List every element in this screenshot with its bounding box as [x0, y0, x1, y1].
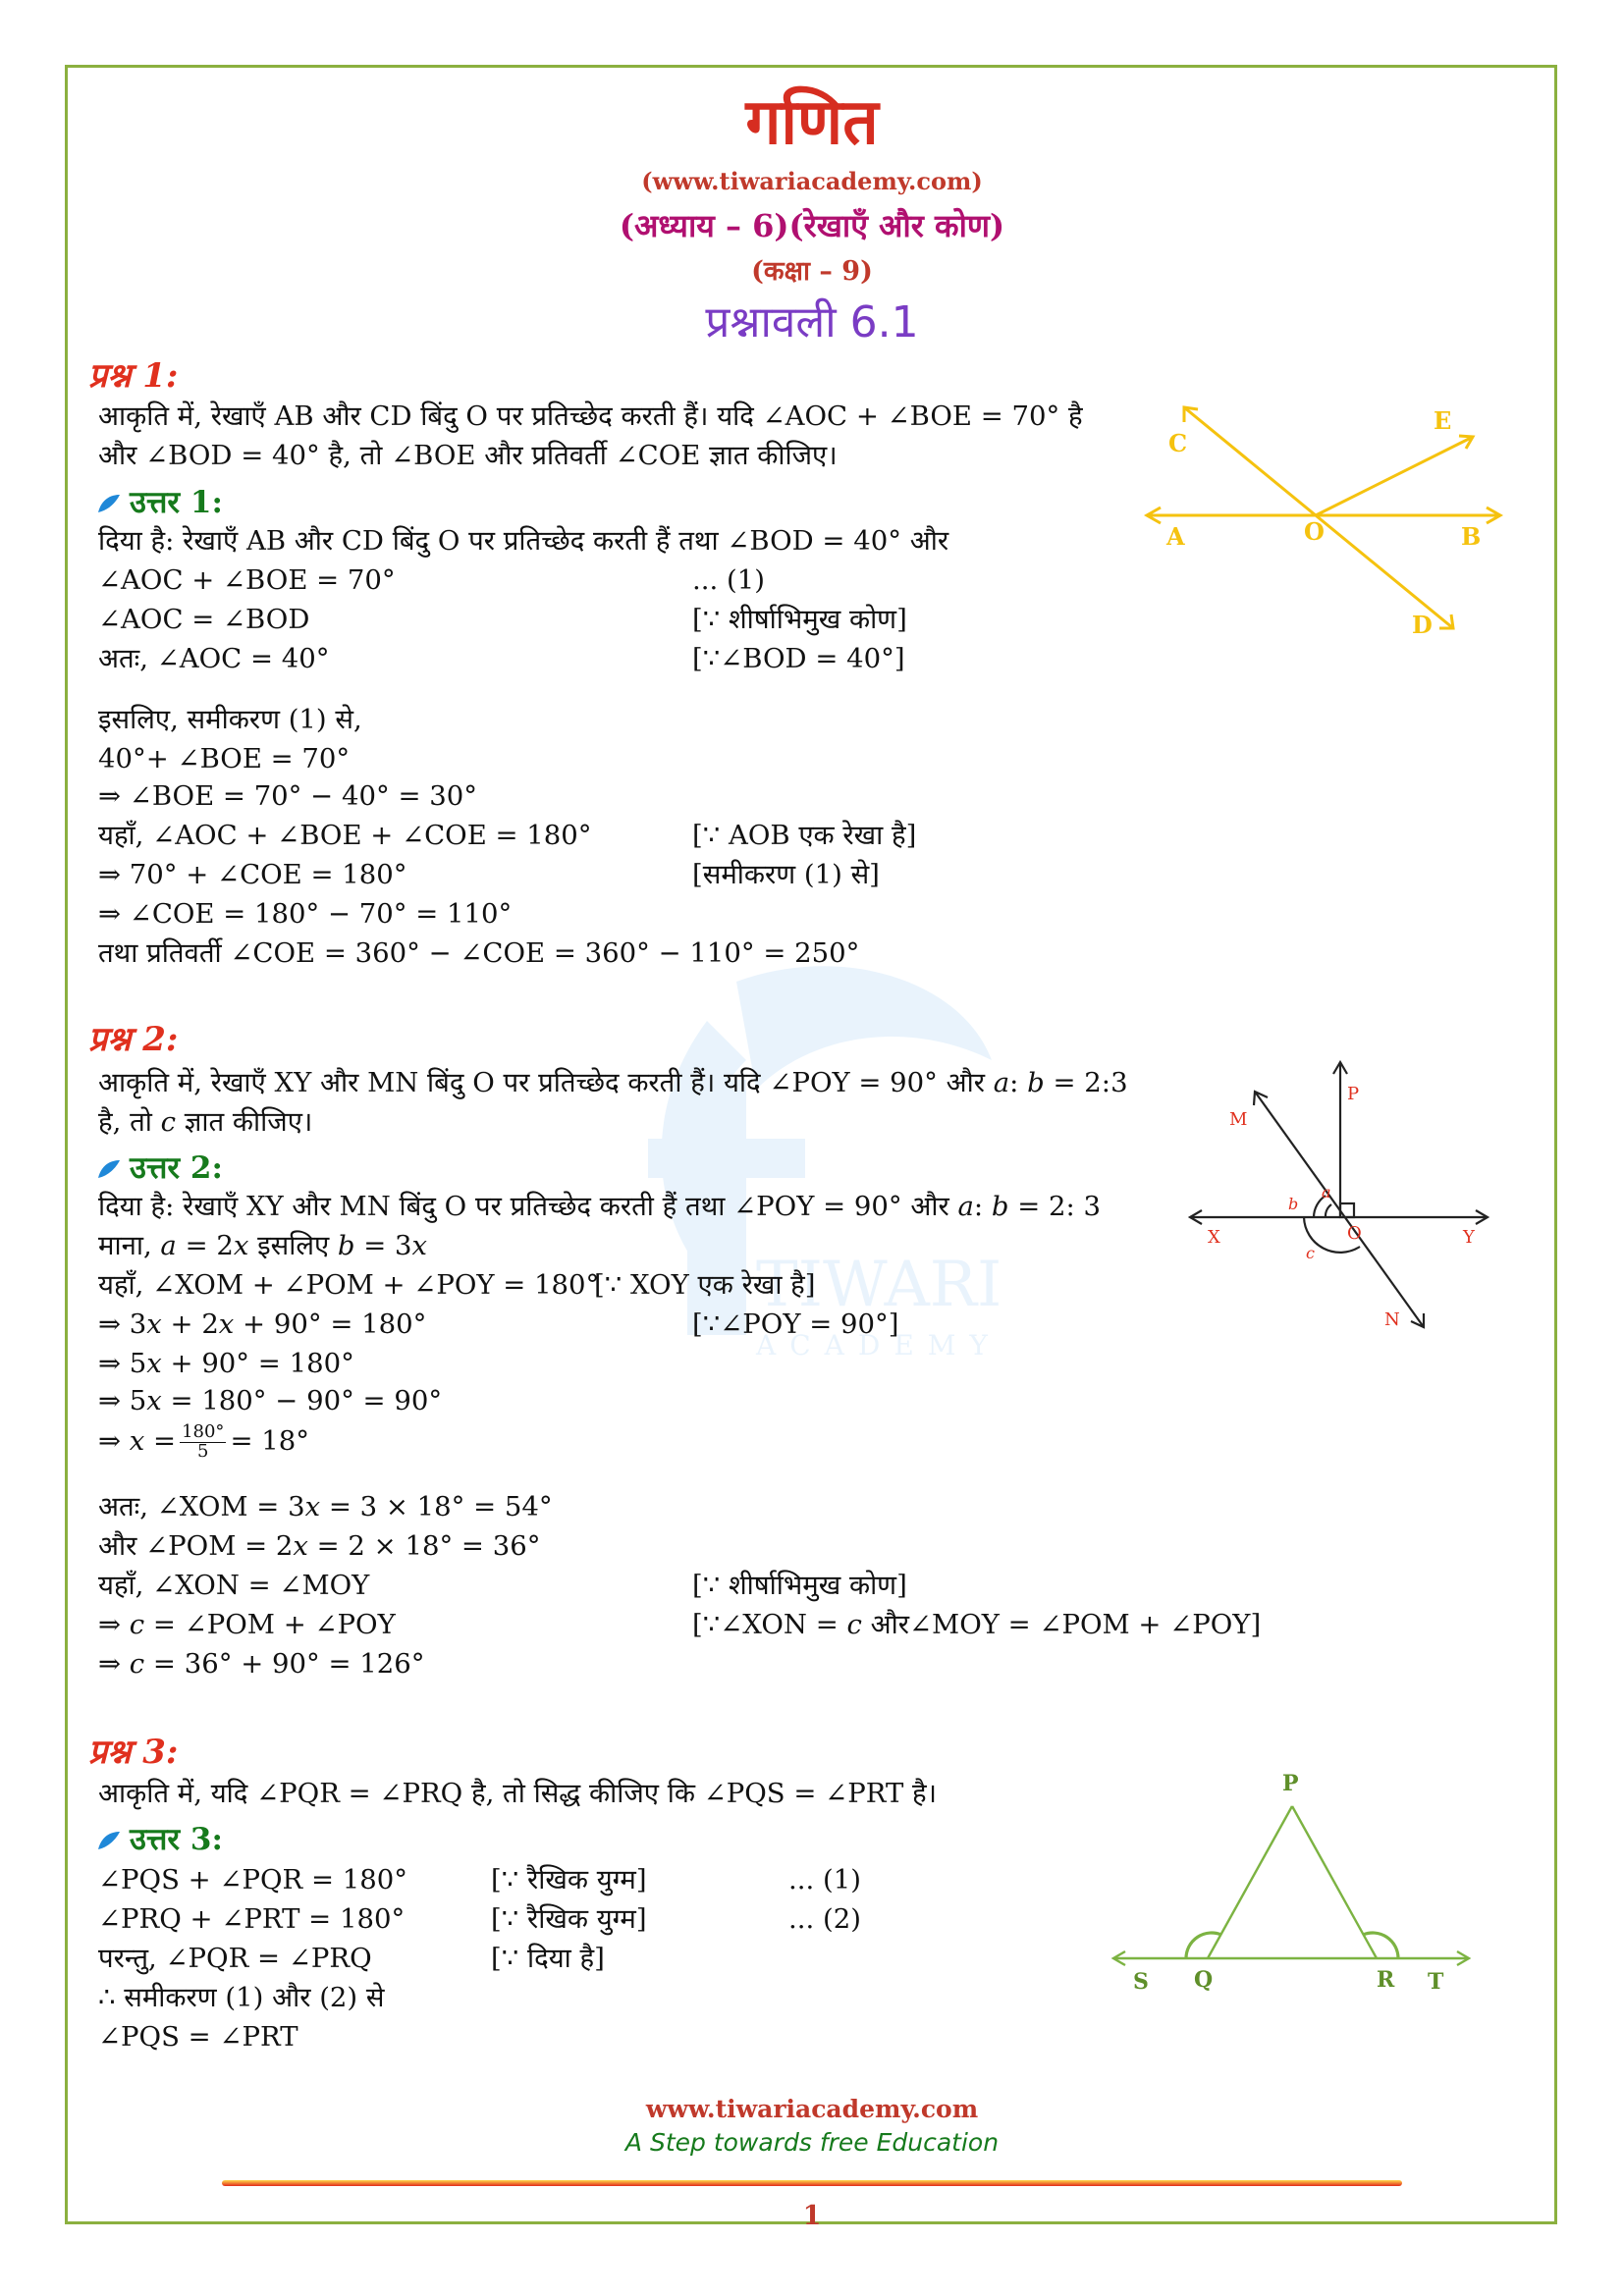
fig2-label-b: b	[1288, 1195, 1299, 1213]
q1-step-7: ⇒ ∠BOE = 70° − 40° = 30°	[98, 780, 477, 812]
class-heading: (कक्षा – 9)	[751, 256, 873, 287]
ray-oe	[1316, 437, 1473, 515]
q1-line-2: और ∠BOD = 40° है, तो ∠BOE और प्रतिवर्ती ∠COE ज्ञात कीजिए।	[98, 440, 838, 471]
q2-line-1: आकृति में, रेखाएँ XY और MN बिंदु O पर प्रतिच्छेद करती हैं। यदि ∠POY = 90° और 𝑎: 𝑏 = 2:3	[98, 1067, 1128, 1098]
footer-tagline: A Step towards free Education	[624, 2128, 1000, 2157]
answer-3-heading	[96, 1818, 223, 1859]
arc-prt	[1363, 1933, 1398, 1958]
q1-step-10: ⇒ ∠COE = 180° − 70° = 110°	[98, 898, 513, 930]
q1-step-5: इसलिए, समीकरण (1) से,	[98, 704, 362, 735]
footer-divider	[222, 2180, 1402, 2186]
arc-a	[1326, 1204, 1331, 1217]
fig3-label-r: R	[1377, 1967, 1395, 1993]
q2-step-7	[98, 1423, 309, 1462]
page-number: 1	[802, 2201, 822, 2231]
q3-reason-2: [∵ रैखिक युग्म]	[491, 1903, 647, 1935]
q1-step-3: ∠AOC = ∠BOD	[98, 604, 310, 635]
q2-line-2: है, तो 𝑐 ज्ञात कीजिए।	[98, 1106, 313, 1138]
q2-step-7-rhs: = 18°	[230, 1424, 309, 1457]
q1-step-8: यहाँ, ∠AOC + ∠BOE + ∠COE = 180°	[98, 820, 592, 851]
q3-step-4: ∴ समीकरण (1) और (2) से	[98, 1982, 385, 2013]
fig2-label-x: X	[1208, 1227, 1220, 1248]
q1-reason-3: [∵∠BOD = 40°]	[692, 643, 905, 674]
q1-reason-4: [∵ AOB एक रेखा है]	[692, 820, 917, 851]
question-3-heading: प्रश्न 3:	[88, 1733, 179, 1772]
fraction-180-over-5	[180, 1423, 226, 1462]
fig3-label-s: S	[1133, 1969, 1149, 1995]
q1-reason-1: ... (1)	[692, 564, 765, 596]
q2-step-11: ⇒ 𝑐 = ∠POM + ∠POY	[98, 1609, 396, 1640]
fig2-label-o: O	[1347, 1223, 1362, 1244]
footer-website-link[interactable]: www.tiwariacademy.com	[645, 2095, 979, 2123]
fig1-label-o: O	[1304, 517, 1325, 546]
q1-step-2: ∠AOC + ∠BOE = 70°	[98, 564, 396, 596]
fig2-label-m: M	[1229, 1109, 1248, 1130]
answer-3-label: उत्तर 3:	[130, 1822, 223, 1857]
q2-step-9: और ∠POM = 2𝑥 = 2 × 18° = 36°	[98, 1530, 541, 1562]
q3-line-1: आकृति में, यदि ∠PQR = ∠PRQ है, तो सिद्ध कीजिए कि ∠PQS = ∠PRT है।	[98, 1778, 938, 1809]
q2-reason-2: [∵∠POY = 90°]	[692, 1308, 899, 1340]
q2-step-1: दिया है: रेखाएँ XY और MN बिंदु O पर प्रतिच्छेद करती हैं तथा ∠POY = 90° और 𝑎: 𝑏 = 2: 3	[98, 1191, 1102, 1222]
fig2-label-y: Y	[1463, 1227, 1475, 1248]
q2-reason-1: [∵ XOY एक रेखा है]	[594, 1269, 816, 1301]
q2-reason-3: [∵ शीर्षाभिमुख कोण]	[692, 1570, 907, 1601]
figure-2-lines-xy-mn	[1178, 1050, 1502, 1335]
q3-step-2: ∠PRQ + ∠PRT = 180°	[98, 1903, 406, 1935]
q2-step-7-lhs: ⇒ 𝑥 =	[98, 1424, 177, 1457]
answer-2-label: उत्तर 2:	[130, 1150, 223, 1186]
q2-step-3: यहाँ, ∠XOM + ∠POM + ∠POY = 180°	[98, 1269, 600, 1301]
q1-step-1: दिया है: रेखाएँ AB और CD बिंदु O पर प्रतिच्छेद करती हैं तथा ∠BOD = 40° और	[98, 525, 949, 557]
fig3-label-t: T	[1428, 1969, 1444, 1995]
fig1-label-a: A	[1166, 522, 1185, 551]
q2-step-8: अतः, ∠XOM = 3𝑥 = 3 × 18° = 54°	[98, 1491, 553, 1522]
fig1-label-b: B	[1461, 522, 1482, 551]
fraction-denominator: 5	[197, 1440, 209, 1462]
fig1-label-e: E	[1434, 406, 1452, 435]
fig3-label-p: P	[1282, 1771, 1299, 1796]
chapter-heading: (अध्याय – 6)(रेखाएँ और कोण)	[619, 207, 1005, 244]
page-title: गणित	[745, 85, 879, 159]
fraction-numerator: 180°	[182, 1421, 225, 1442]
exercise-heading: प्रश्नावली 6.1	[705, 297, 919, 347]
q1-step-11: तथा प्रतिवर्ती ∠COE = 360° − ∠COE = 360° − 110° = 250°	[98, 937, 860, 969]
leaf-icon	[96, 1830, 122, 1851]
q1-line-1: आकृति में, रेखाएँ AB और CD बिंदु O पर प्रतिच्छेद करती हैं। यदि ∠AOC + ∠BOE = 70° है	[98, 400, 1083, 432]
fig2-label-n: N	[1384, 1309, 1400, 1330]
question-2-heading: प्रश्न 2:	[88, 1020, 179, 1059]
watermark-brand: TIWARI	[756, 1249, 1001, 1321]
q3-step-5: ∠PQS = ∠PRT	[98, 2021, 298, 2053]
header-website[interactable]: (www.tiwariacademy.com)	[641, 167, 983, 195]
q1-step-6: 40°+ ∠BOE = 70°	[98, 743, 351, 774]
leaf-icon	[96, 493, 122, 514]
q3-reason-3: [∵ दिया है]	[491, 1943, 605, 1974]
q3-step-1: ∠PQS + ∠PQR = 180°	[98, 1864, 408, 1896]
q3-eq-ref-2: ... (2)	[788, 1903, 861, 1935]
q1-step-9: ⇒ 70° + ∠COE = 180°	[98, 859, 407, 890]
q1-reason-5: [समीकरण (1) से]	[692, 859, 880, 890]
figure-3-triangle-pqr	[1100, 1757, 1492, 2002]
question-1-heading: प्रश्न 1:	[88, 356, 179, 396]
leaf-icon	[96, 1158, 122, 1180]
q2-step-6: ⇒ 5𝑥 = 180° − 90° = 90°	[98, 1385, 443, 1416]
fig2-label-c: c	[1306, 1244, 1315, 1262]
q3-step-3: परन्तु, ∠PQR = ∠PRQ	[98, 1943, 372, 1974]
fig1-label-d: D	[1412, 611, 1433, 639]
q2-step-10: यहाँ, ∠XON = ∠MOY	[98, 1570, 370, 1601]
q2-reason-4: [∵∠XON = 𝑐 और∠MOY = ∠POM + ∠POY]	[692, 1609, 1262, 1640]
q2-step-5: ⇒ 5𝑥 + 90° = 180°	[98, 1348, 354, 1379]
fig2-label-p: P	[1347, 1084, 1360, 1104]
answer-1-heading	[96, 481, 223, 522]
answer-2-heading	[96, 1147, 223, 1188]
figure-1-lines-ab-cd	[1129, 393, 1522, 648]
arc-pqs	[1186, 1933, 1221, 1958]
q1-reason-2: [∵ शीर्षाभिमुख कोण]	[692, 604, 907, 635]
q1-step-4: अतः, ∠AOC = 40°	[98, 643, 330, 674]
fig2-label-a: a	[1322, 1183, 1331, 1201]
q3-reason-1: [∵ रैखिक युग्म]	[491, 1864, 647, 1896]
fig1-label-c: C	[1168, 429, 1188, 457]
q2-step-2: माना, 𝑎 = 2𝑥 इसलिए 𝑏 = 3𝑥	[98, 1230, 428, 1261]
fig3-label-q: Q	[1194, 1967, 1214, 1993]
watermark-sub: ACADEMY	[756, 1329, 1001, 1362]
q2-step-4: ⇒ 3𝑥 + 2𝑥 + 90° = 180°	[98, 1308, 427, 1340]
answer-1-label: उत्तर 1:	[130, 485, 223, 520]
q3-eq-ref-1: ... (1)	[788, 1864, 861, 1896]
q2-step-12: ⇒ 𝑐 = 36° + 90° = 126°	[98, 1648, 425, 1680]
